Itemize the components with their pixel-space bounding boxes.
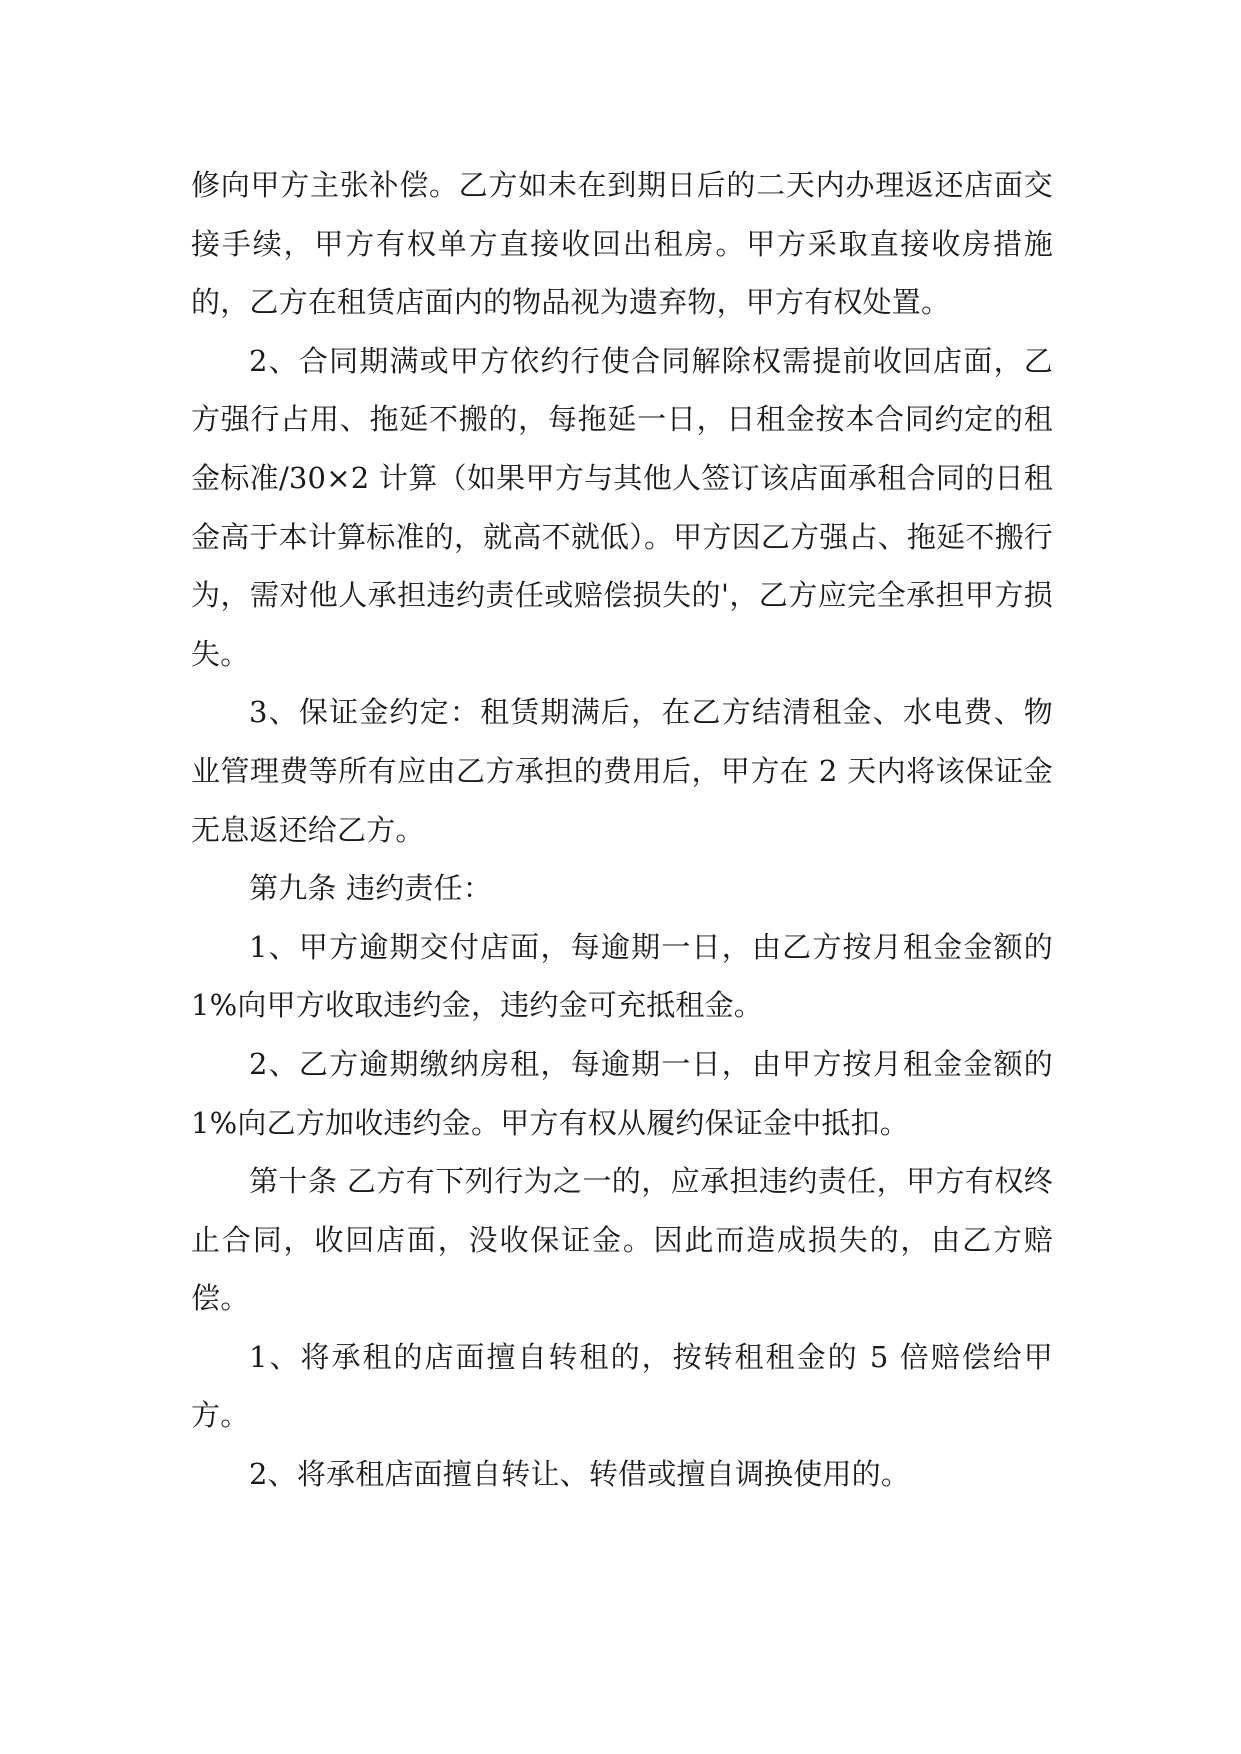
article-heading-9-liability: 第九条 违约责任：: [249, 871, 493, 906]
paragraph-continuation: 修向甲方主张补偿。乙方如未在到期日后的二天内办理返还店面交接手续，甲方有权单方直接收回出租房。甲方采取直接收房措施的，乙方在租赁店面内的物品视为遗弃物，甲方有权处置。: [191, 168, 1053, 320]
paragraph-clause-2-expiry-occupation: 2、合同期满或甲方依约行使合同解除权需提前收回店面，乙方强行占用、拖延不搬的，每拖延一日，日租金按本合同约定的租金标准/30×2 计算（如果甲方与其他人签订该店面承租合同的日租金高于本计算标准的，就高不就低）。甲方因乙方强占、拖延不搬行为，需对他人承担违约责任或赔偿损失的'，乙方应完全承担甲方损失。: [191, 343, 1053, 671]
paragraph-clause-2-transfer: 2、将承租店面擅自转让、转借或擅自调换使用的。: [249, 1457, 911, 1492]
document-body: [191, 156, 1053, 1504]
article-10-breach-behaviors: 第十条 乙方有下列行为之一的，应承担违约责任，甲方有权终止合同，收回店面，没收保证金。因此而造成损失的，由乙方赔偿。: [191, 1164, 1053, 1316]
paragraph-clause-2-late-rent: 2、乙方逾期缴纳房租，每逾期一日，由甲方按月租金金额的 1%向乙方加收违约金。甲方有权从履约保证金中抵扣。: [191, 1046, 1053, 1140]
paragraph-clause-3-deposit: 3、保证金约定：租赁期满后，在乙方结清租金、水电费、物业管理费等所有应由乙方承担的费用后，甲方在 2 天内将该保证金无息返还给乙方。: [191, 695, 1053, 847]
paragraph-clause-1-sublease: 1、将承租的店面擅自转租的，按转租租金的 5 倍赔偿给甲方。: [191, 1339, 1053, 1433]
paragraph-clause-1-late-delivery: 1、甲方逾期交付店面，每逾期一日，由乙方按月租金金额的 1%向甲方收取违约金，违约金可充抵租金。: [191, 929, 1053, 1023]
